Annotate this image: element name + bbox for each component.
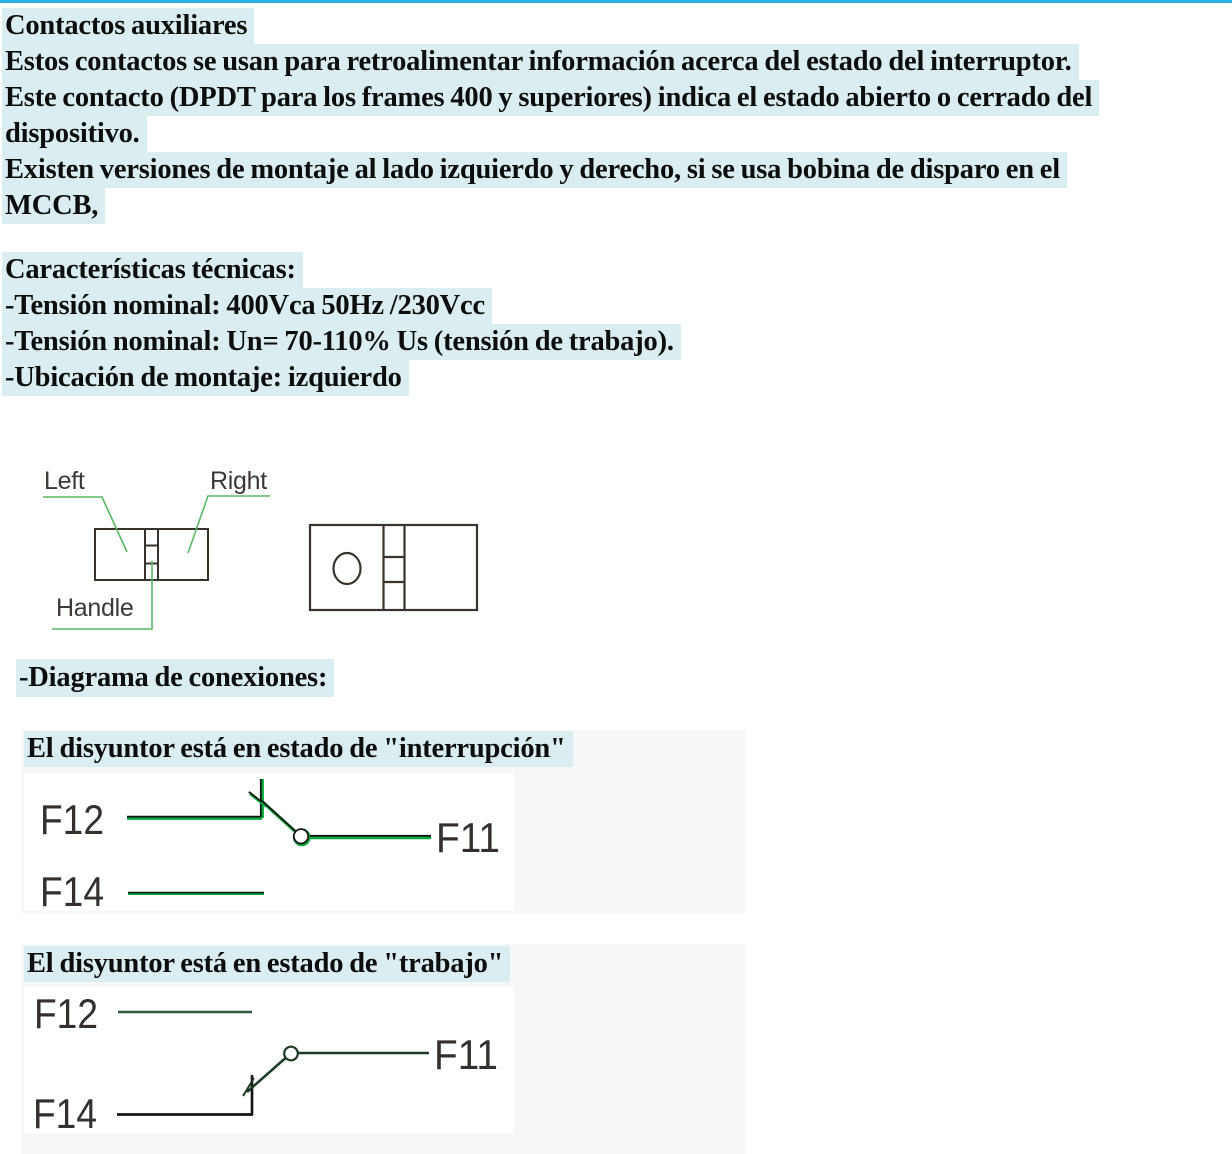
specs-line — [2, 360, 681, 396]
diagram-open-panel — [24, 773, 514, 911]
left-label: Left — [44, 467, 85, 495]
diagram-open-svg — [24, 773, 514, 911]
intro-line — [2, 8, 1099, 44]
specs-line-text: -Tensión nominal: Un= 70-110% Us (tensión de trabajo). — [2, 324, 681, 360]
intro-paragraph — [2, 8, 1099, 224]
specs-line-text: -Tensión nominal: 400Vca 50Hz /230Vcc — [2, 288, 492, 324]
right-label: Right — [210, 467, 267, 495]
f14-label: F14 — [40, 868, 104, 911]
f12-label: F12 — [34, 990, 98, 1037]
specs-heading: Características técnicas: — [2, 252, 303, 288]
device-side-outline — [310, 525, 477, 610]
connections-heading: -Diagrama de conexiones: — [16, 659, 334, 697]
specs-line-text: -Ubicación de montaje: izquierdo — [2, 360, 409, 396]
connections-heading-line — [16, 659, 334, 697]
diagram-working-svg — [24, 987, 514, 1133]
diagram-block-open-state — [21, 730, 745, 914]
intro-line-text: dispositivo. — [2, 116, 147, 152]
f11-label: F11 — [436, 814, 500, 861]
intro-line-text: Este contacto (DPDT para los frames 400 y superiores) indica el estado abierto o cerrado del — [2, 80, 1099, 116]
diagram-working-title: El disyuntor está en estado de "trabajo" — [24, 946, 510, 982]
f12-label: F12 — [40, 796, 104, 843]
intro-line — [2, 80, 1099, 116]
diagram-working-panel — [24, 987, 514, 1133]
intro-line-text: Contactos auxiliares — [2, 8, 254, 44]
mounting-position-figure — [30, 450, 490, 645]
contact-node — [294, 829, 308, 843]
specs-heading-line — [2, 252, 681, 288]
moving-contact — [261, 800, 297, 832]
f11-label: F11 — [434, 1031, 498, 1078]
diagram-open-title: El disyuntor está en estado de "interrupción" — [24, 731, 573, 767]
contact-node — [284, 1047, 298, 1061]
specs-paragraph — [2, 252, 681, 396]
intro-line-text: Estos contactos se usan para retroalimentar información acerca del estado del interruptor. — [2, 44, 1079, 80]
diagram-working-heading-line — [24, 946, 510, 982]
handle-label: Handle — [56, 594, 134, 622]
intro-line — [2, 188, 1099, 224]
intro-line-text: Existen versiones de montaje al lado izquierdo y derecho, si se usa bobina de disparo en el — [2, 152, 1067, 188]
diagram-block-working-state — [21, 944, 745, 1154]
intro-line — [2, 44, 1099, 80]
intro-line — [2, 152, 1099, 188]
intro-line-text: MCCB, — [2, 188, 105, 224]
f14-label: F14 — [33, 1090, 97, 1133]
intro-line — [2, 116, 1099, 152]
specs-line — [2, 288, 681, 324]
top-divider-bar — [0, 0, 1232, 3]
diagram-open-heading-line — [24, 731, 573, 767]
specs-line — [2, 324, 681, 360]
